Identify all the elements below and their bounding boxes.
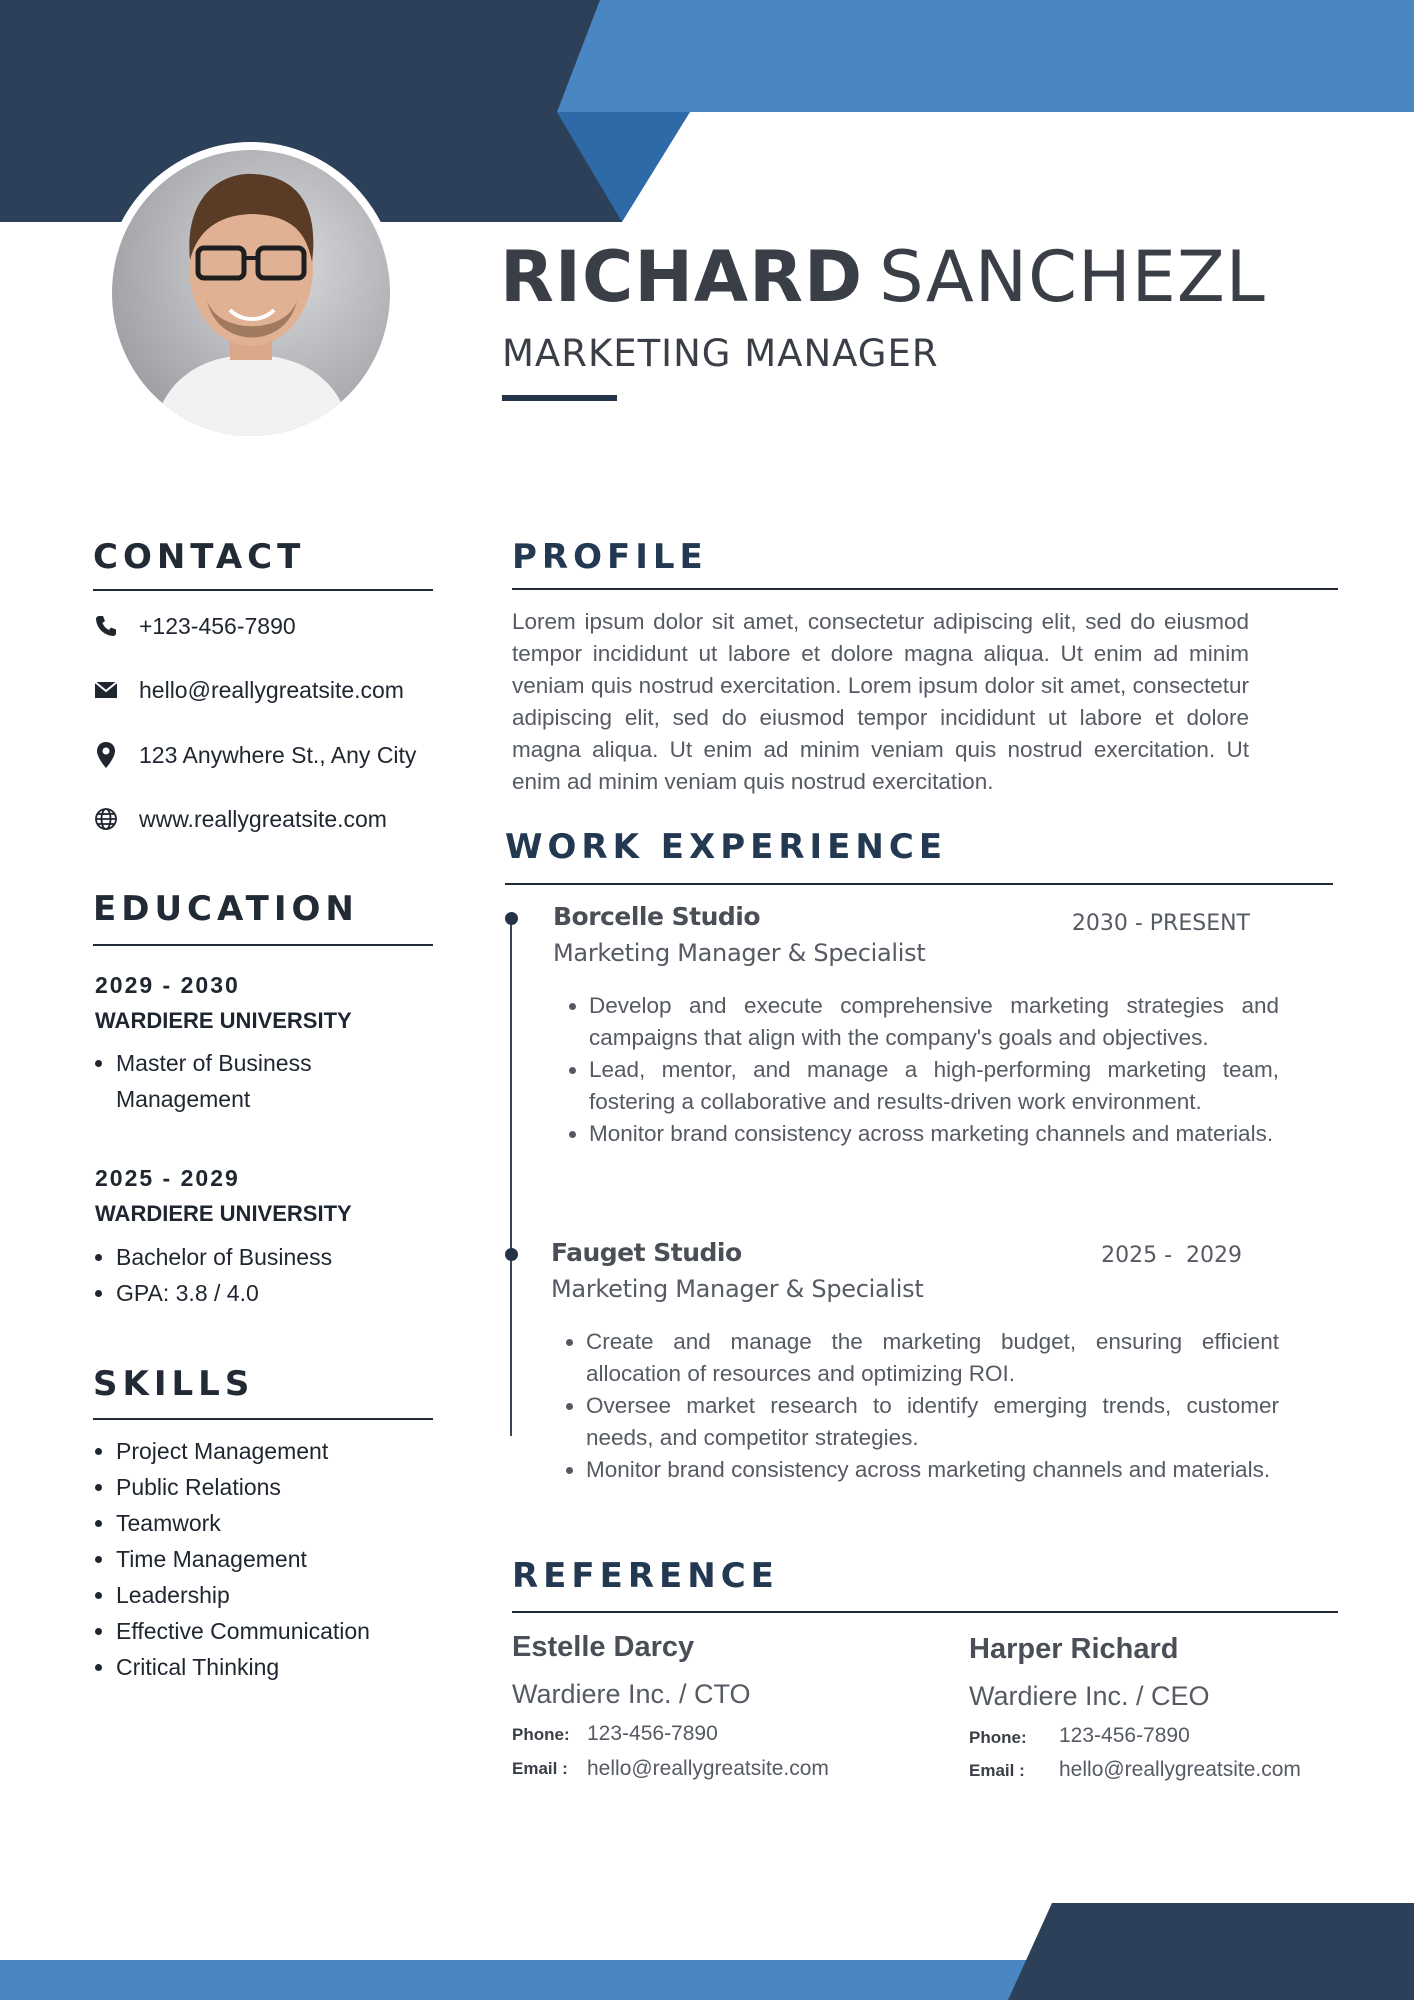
skill-item: • Leadership [116,1577,456,1613]
skill-item: • Critical Thinking [116,1649,456,1685]
top-right-blue-band [557,0,1414,112]
experience-divider [505,883,1333,885]
contact-email [93,670,453,710]
full-name [500,236,1266,318]
contact-address [93,735,453,775]
reference-divider [512,1611,1338,1613]
reference-phone-2[interactable]: 123-456-7890 [1059,1724,1190,1747]
last-name: SANCHEZL [879,236,1266,318]
profile-text: Lorem ipsum dolor sit amet, consectetur adipiscing elit, sed do eiusmod tempor incididunt ut labore et dolore magna aliqua. Ut enim ad minim veniam quis nostrud exercitation. Lorem ipsum dolor sit amet, consectetur adipiscing elit, sed do eiusmod tempor incididunt ut labore et dolore magna aliqua. Ut enim ad minim veniam quis nostrud exercitation. Ut enim ad minim veniam quis nostrud exercitation. [512,609,1249,794]
reference-heading: REFERENCE [512,1556,779,1596]
skill-item: • Public Relations [116,1469,456,1505]
bottom-right-navy-shape [1008,1903,1414,2000]
job-company-2: Fauget Studio [551,1238,742,1267]
contact-phone [93,606,453,646]
job-role-1: Marketing Manager & Specialist [553,939,926,967]
profile-divider [512,588,1338,590]
duty-item: • Lead, mentor, and manage a high-performing marketing team, fostering a collaborative and results-driven work environment. [589,1054,1279,1118]
skill-item: • Teamwork [116,1505,456,1541]
reference-email-label-1: Email : [512,1759,568,1778]
duty-item: • Develop and execute comprehensive marketing strategies and campaigns that align with the company's goals and objectives. [589,990,1279,1054]
phone-text[interactable]: +123-456-7890 [139,612,296,639]
profile-heading: PROFILE [512,537,708,577]
reference-phone-label-1: Phone: [512,1725,570,1744]
timeline-dot [505,1248,518,1261]
education-detail: • GPA: 3.8 / 4.0 [116,1275,416,1311]
reference-name-1: Estelle Darcy [512,1631,695,1663]
reference-email-label-2: Email : [969,1761,1025,1780]
education-years-2: 2025 - 2029 [95,1165,240,1191]
education-detail: • Master of Business Management [116,1045,376,1117]
first-name: RICHARD [500,236,864,318]
education-divider [93,944,433,946]
email-icon [93,677,119,703]
skill-item: • Time Management [116,1541,456,1577]
duty-item: • Monitor brand consistency across marketing channels and materials. [586,1454,1279,1486]
job-duties-2 [556,1326,1279,1486]
duty-item: • Create and manage the marketing budget, ensuring efficient allocation of resources and optimizing ROI. [586,1326,1279,1390]
job-period-2: 2025 - 2029 [1101,1243,1242,1268]
reference-phone-label-2: Phone: [969,1728,1027,1747]
phone-icon [93,613,119,639]
reference-email-1[interactable]: hello@reallygreatsite.com [587,1757,829,1780]
reference-company-2: Wardiere Inc. / CEO [969,1681,1210,1711]
education-details-2 [94,1239,416,1311]
education-details-1 [94,1045,376,1117]
education-university-2: WARDIERE UNIVERSITY [95,1201,352,1226]
education-detail: • Bachelor of Business [116,1239,416,1275]
contact-divider [93,589,433,591]
address-text: 123 Anywhere St., Any City [139,741,417,768]
experience-heading: WORK EXPERIENCE [505,827,948,867]
job-company-1: Borcelle Studio [553,902,761,931]
job-period-1: 2030 - PRESENT [1071,911,1250,936]
job-role-2: Marketing Manager & Specialist [551,1275,924,1303]
timeline-dot [505,912,518,925]
title-underline [502,395,617,401]
duty-item: • Monitor brand consistency across marketing channels and materials. [589,1118,1279,1150]
skills-divider [93,1418,433,1420]
globe-icon [93,806,119,832]
avatar [112,150,390,436]
timeline-line [510,916,512,1436]
email-text[interactable]: hello@reallygreatsite.com [139,676,404,703]
reference-name-2: Harper Richard [969,1633,1179,1665]
contact-website [93,799,453,839]
website-text[interactable]: www.reallygreatsite.com [139,805,387,832]
job-title: MARKETING MANAGER [502,332,939,375]
contact-heading: CONTACT [93,537,306,577]
reference-phone-1[interactable]: 123-456-7890 [587,1722,718,1745]
skills-list [94,1433,456,1685]
job-duties-1 [559,990,1279,1150]
reference-company-1: Wardiere Inc. / CTO [512,1679,751,1709]
skill-item: • Effective Communication [116,1613,456,1649]
person-illustration [112,150,390,436]
skill-item: • Project Management [116,1433,456,1469]
education-heading: EDUCATION [93,889,359,929]
skills-heading: SKILLS [93,1364,255,1404]
duty-item: • Oversee market research to identify emerging trends, customer needs, and competitor strategies. [586,1390,1279,1454]
location-icon [93,742,119,768]
reference-email-2[interactable]: hello@reallygreatsite.com [1059,1758,1301,1781]
education-years-1: 2029 - 2030 [95,972,240,998]
education-university-1: WARDIERE UNIVERSITY [95,1008,352,1033]
